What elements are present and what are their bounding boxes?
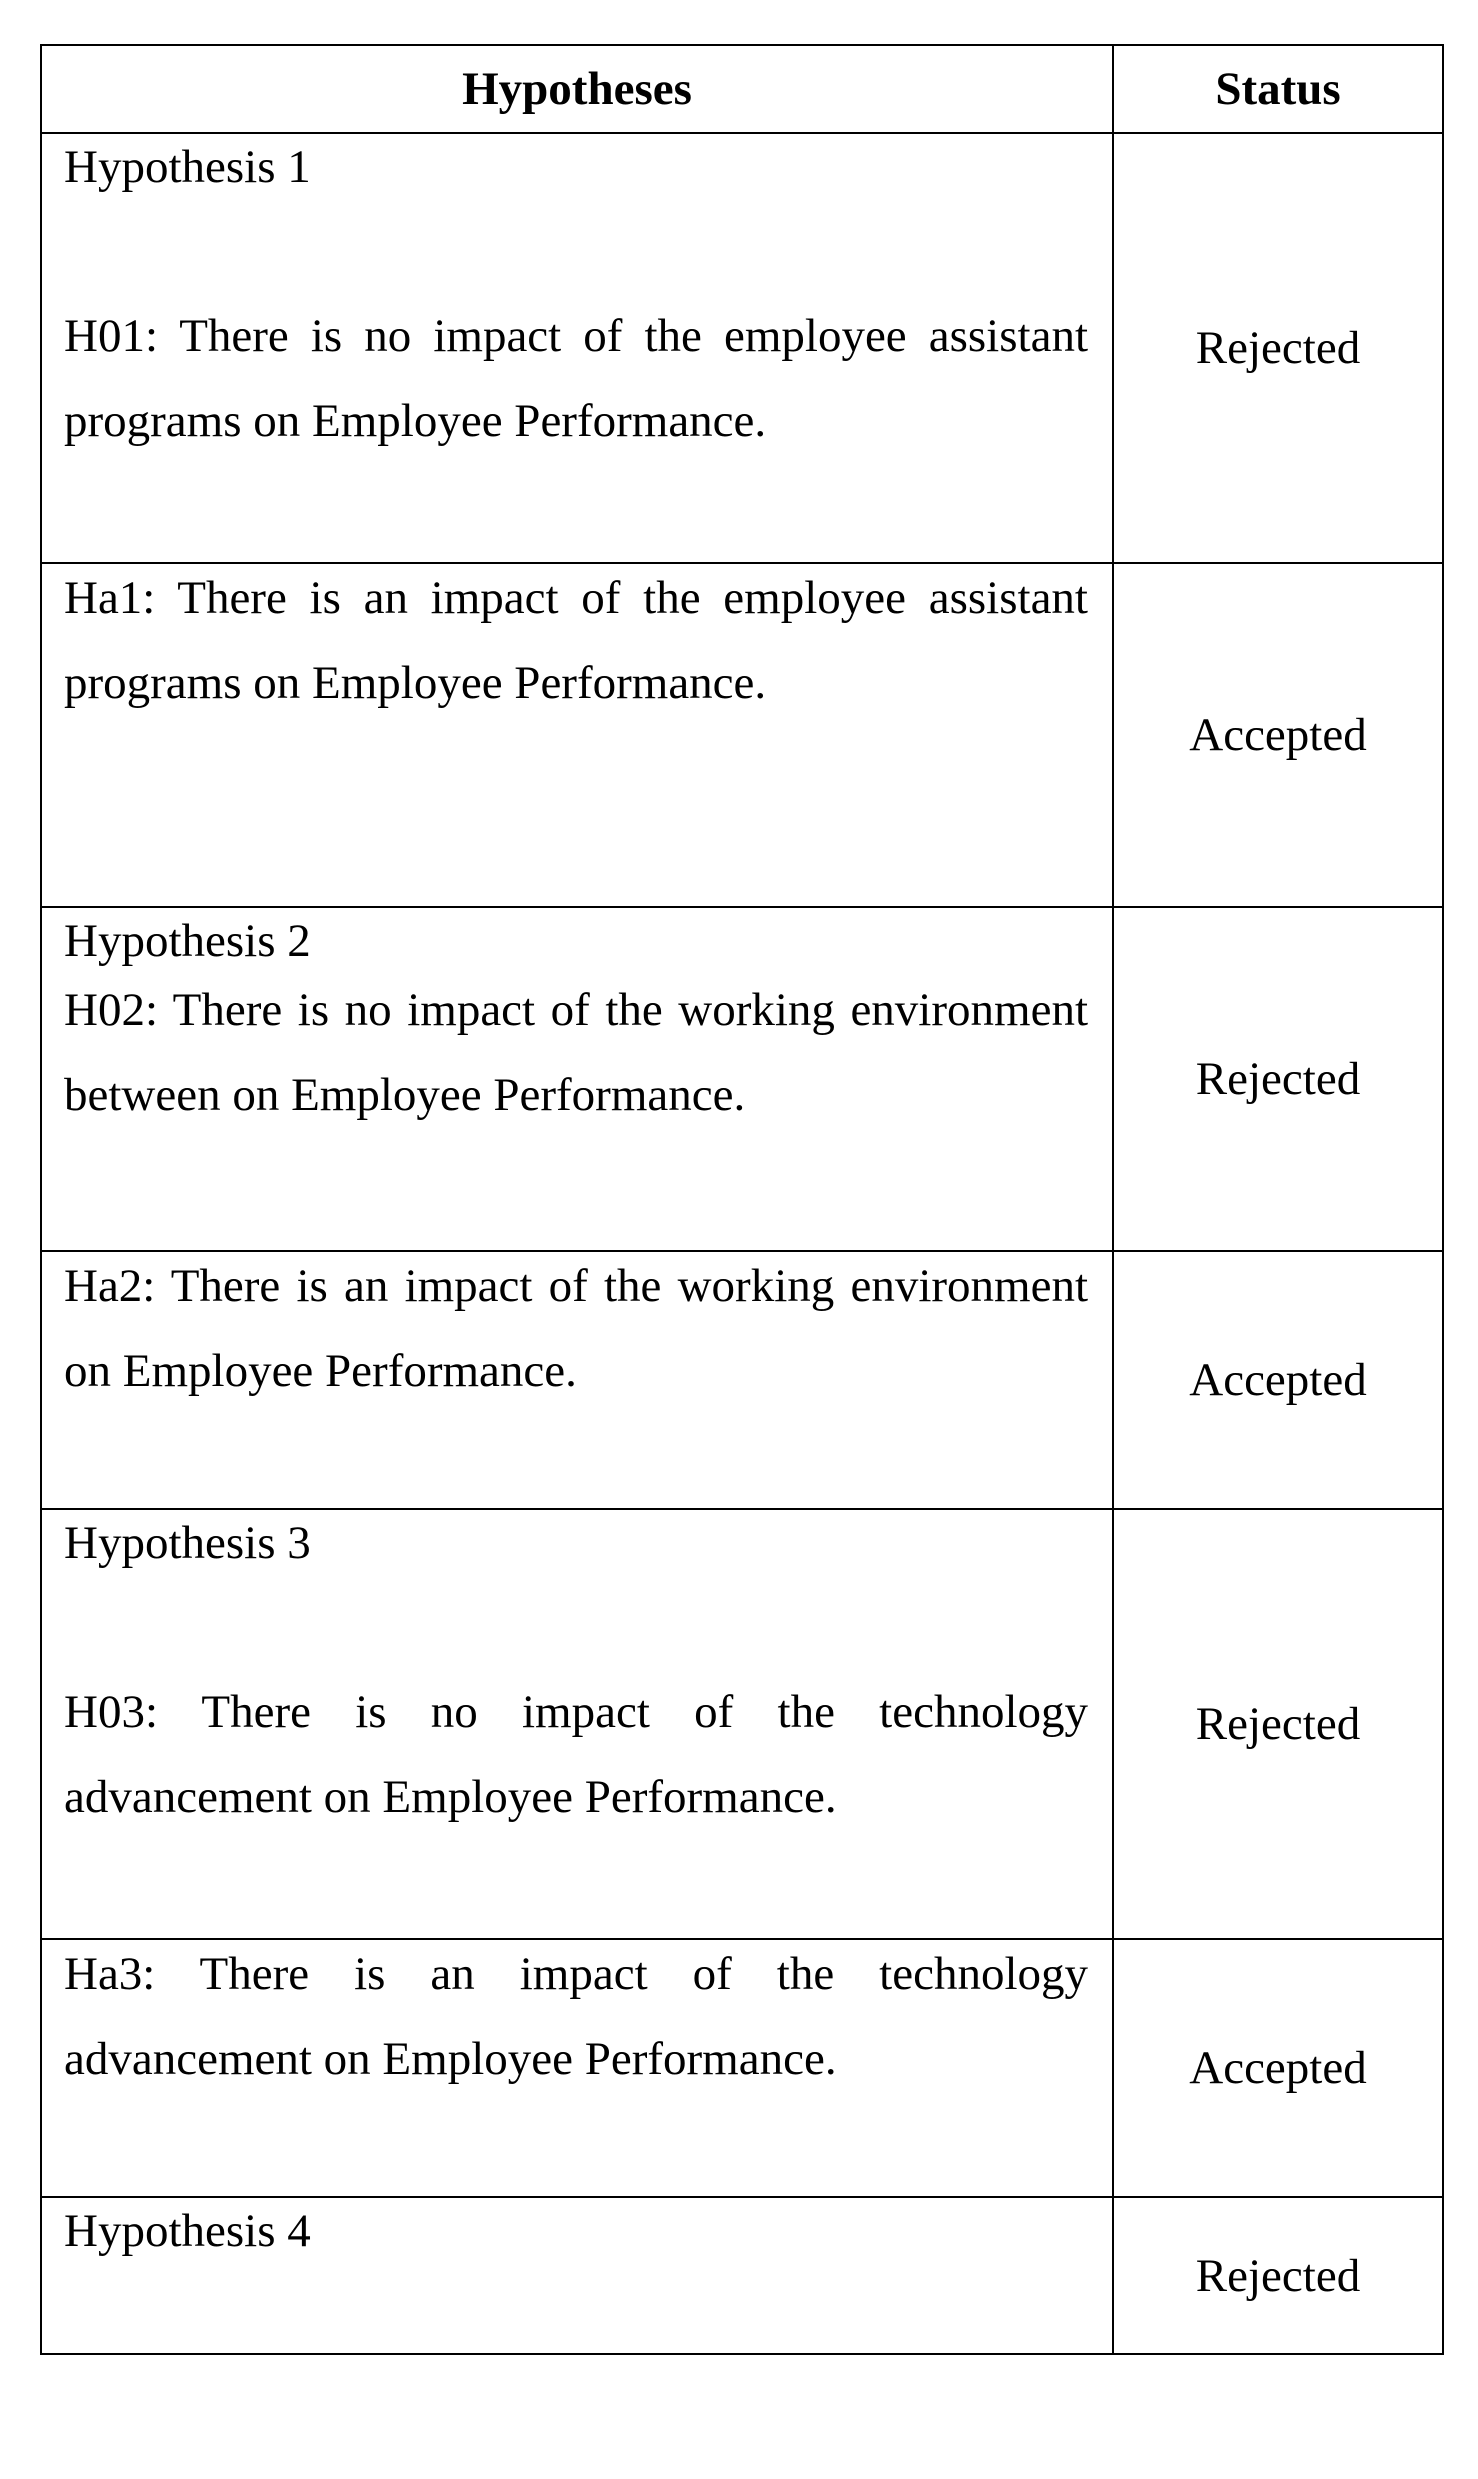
hypothesis-title: Hypothesis 4 — [64, 2205, 311, 2257]
hypothesis-cell — [42, 2198, 1112, 2353]
table-header-row — [42, 46, 1442, 134]
hypothesis-text: H01: There is no impact of the employee assistant programs on Employee Performance. — [64, 310, 1088, 447]
status-cell: Accepted — [1189, 709, 1367, 761]
status-cell: Rejected — [1195, 322, 1361, 374]
status-cell: Accepted — [1189, 2042, 1367, 2094]
hypothesis-text: Ha2: There is an impact of the working environment on Employee Performance. — [64, 1260, 1088, 1397]
hypothesis-title: Hypothesis 2 — [64, 915, 311, 967]
hypothesis-text: H02: There is no impact of the working environment between on Employee Performance. — [64, 984, 1088, 1121]
hypothesis-cell — [42, 564, 1112, 906]
hypothesis-cell — [42, 1940, 1112, 2196]
status-cell: Accepted — [1189, 1354, 1367, 1406]
status-cell: Rejected — [1195, 1698, 1361, 1750]
hypothesis-title: Hypothesis 1 — [64, 141, 311, 193]
table-row — [42, 2198, 1442, 2353]
table-row — [42, 908, 1442, 1252]
status-cell: Rejected — [1195, 2249, 1361, 2302]
table-row — [42, 1252, 1442, 1510]
hypotheses-table — [40, 44, 1444, 2355]
spacer — [64, 1570, 1088, 1686]
table-row — [42, 1510, 1442, 1940]
spacer — [64, 194, 1088, 310]
status-cell: Rejected — [1195, 1053, 1361, 1105]
table-row — [42, 564, 1442, 908]
hypothesis-title: Hypothesis 3 — [64, 1517, 311, 1569]
table-row — [42, 134, 1442, 564]
hypothesis-text: H03: There is no impact of the technology advancement on Employee Performance. — [64, 1686, 1088, 1823]
hypothesis-cell — [42, 134, 1112, 562]
header-status: Status — [1215, 63, 1341, 115]
hypothesis-text: Ha1: There is an impact of the employee assistant programs on Employee Performance. — [64, 572, 1088, 709]
hypothesis-text: Ha3: There is an impact of the technology advancement on Employee Performance. — [64, 1948, 1088, 2085]
hypothesis-cell — [42, 1252, 1112, 1508]
header-hypotheses: Hypotheses — [462, 63, 692, 115]
hypothesis-cell — [42, 1510, 1112, 1938]
table-row — [42, 1940, 1442, 2198]
hypothesis-cell — [42, 908, 1112, 1250]
